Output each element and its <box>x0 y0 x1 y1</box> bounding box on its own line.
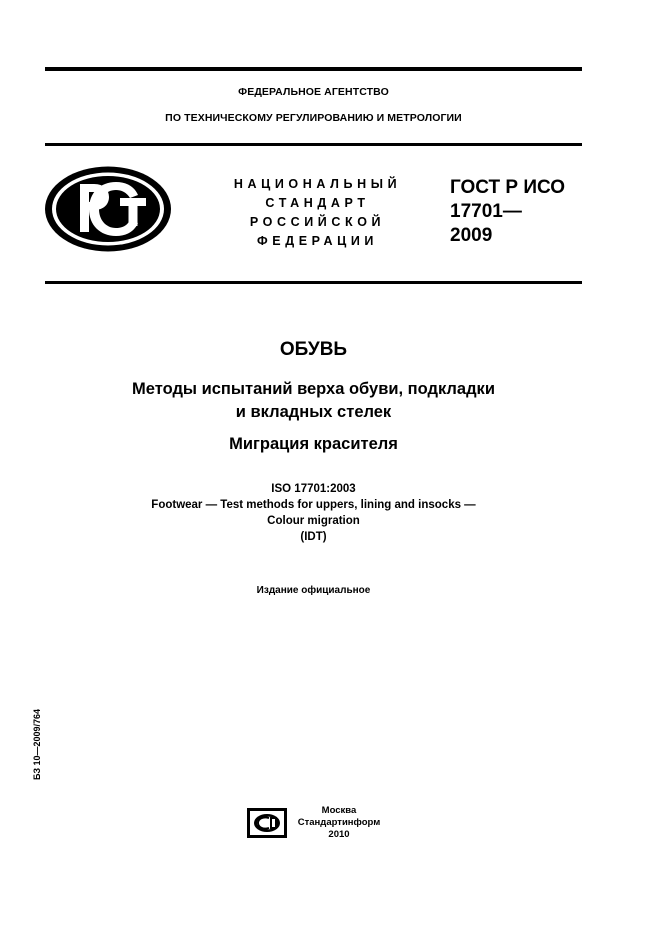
title-rule <box>45 281 582 284</box>
national-standard-line-1: НАЦИОНАЛЬНЫЙ <box>233 177 402 191</box>
document-subtitle <box>45 378 582 456</box>
agency-line-1: ФЕДЕРАЛЬНОЕ АГЕНТСТВО <box>238 86 389 98</box>
top-rule <box>45 67 582 71</box>
iso-number: ISO 17701:2003 <box>271 483 356 495</box>
standartinform-logo-icon <box>247 808 287 838</box>
publisher-name: Стандартинформ <box>297 817 381 828</box>
national-standard-line-4: ФЕДЕРАЦИИ <box>256 234 378 248</box>
publisher-year: 2010 <box>328 829 350 840</box>
side-code: БЗ 10—2009/764 <box>32 708 42 780</box>
subtitle-line-2: и вкладных стелек <box>235 403 392 421</box>
iso-reference <box>45 481 582 545</box>
subtitle-line-1: Методы испытаний верха обуви, подкладки <box>132 380 495 398</box>
header-rule <box>45 143 582 146</box>
agency-line-2: ПО ТЕХНИЧЕСКОМУ РЕГУЛИРОВАНИЮ И МЕТРОЛОГИИ <box>165 112 462 124</box>
national-standard-line-2: СТАНДАРТ <box>265 196 370 210</box>
document-title: ОБУВЬ <box>279 339 348 360</box>
national-standard-line-3: РОССИЙСКОЙ <box>249 215 386 229</box>
publisher-city: Москва <box>321 805 357 816</box>
edition-label: Издание официальное <box>256 585 371 596</box>
designation-line-1: ГОСТ Р ИСО <box>450 177 566 198</box>
iso-title-line-1: Footwear — Test methods for uppers, lining and insocks — <box>151 499 476 511</box>
national-standard-block <box>205 175 430 251</box>
subtitle-line-3: Миграция красителя <box>229 435 398 453</box>
designation-line-2: 17701— <box>450 201 522 222</box>
iso-title-line-2: Colour migration <box>267 515 360 527</box>
designation-line-3: 2009 <box>450 225 493 246</box>
publisher-block <box>294 805 384 841</box>
standard-designation <box>450 176 590 248</box>
iso-equivalence: (IDT) <box>300 531 327 543</box>
rst-emblem-icon <box>42 164 174 254</box>
